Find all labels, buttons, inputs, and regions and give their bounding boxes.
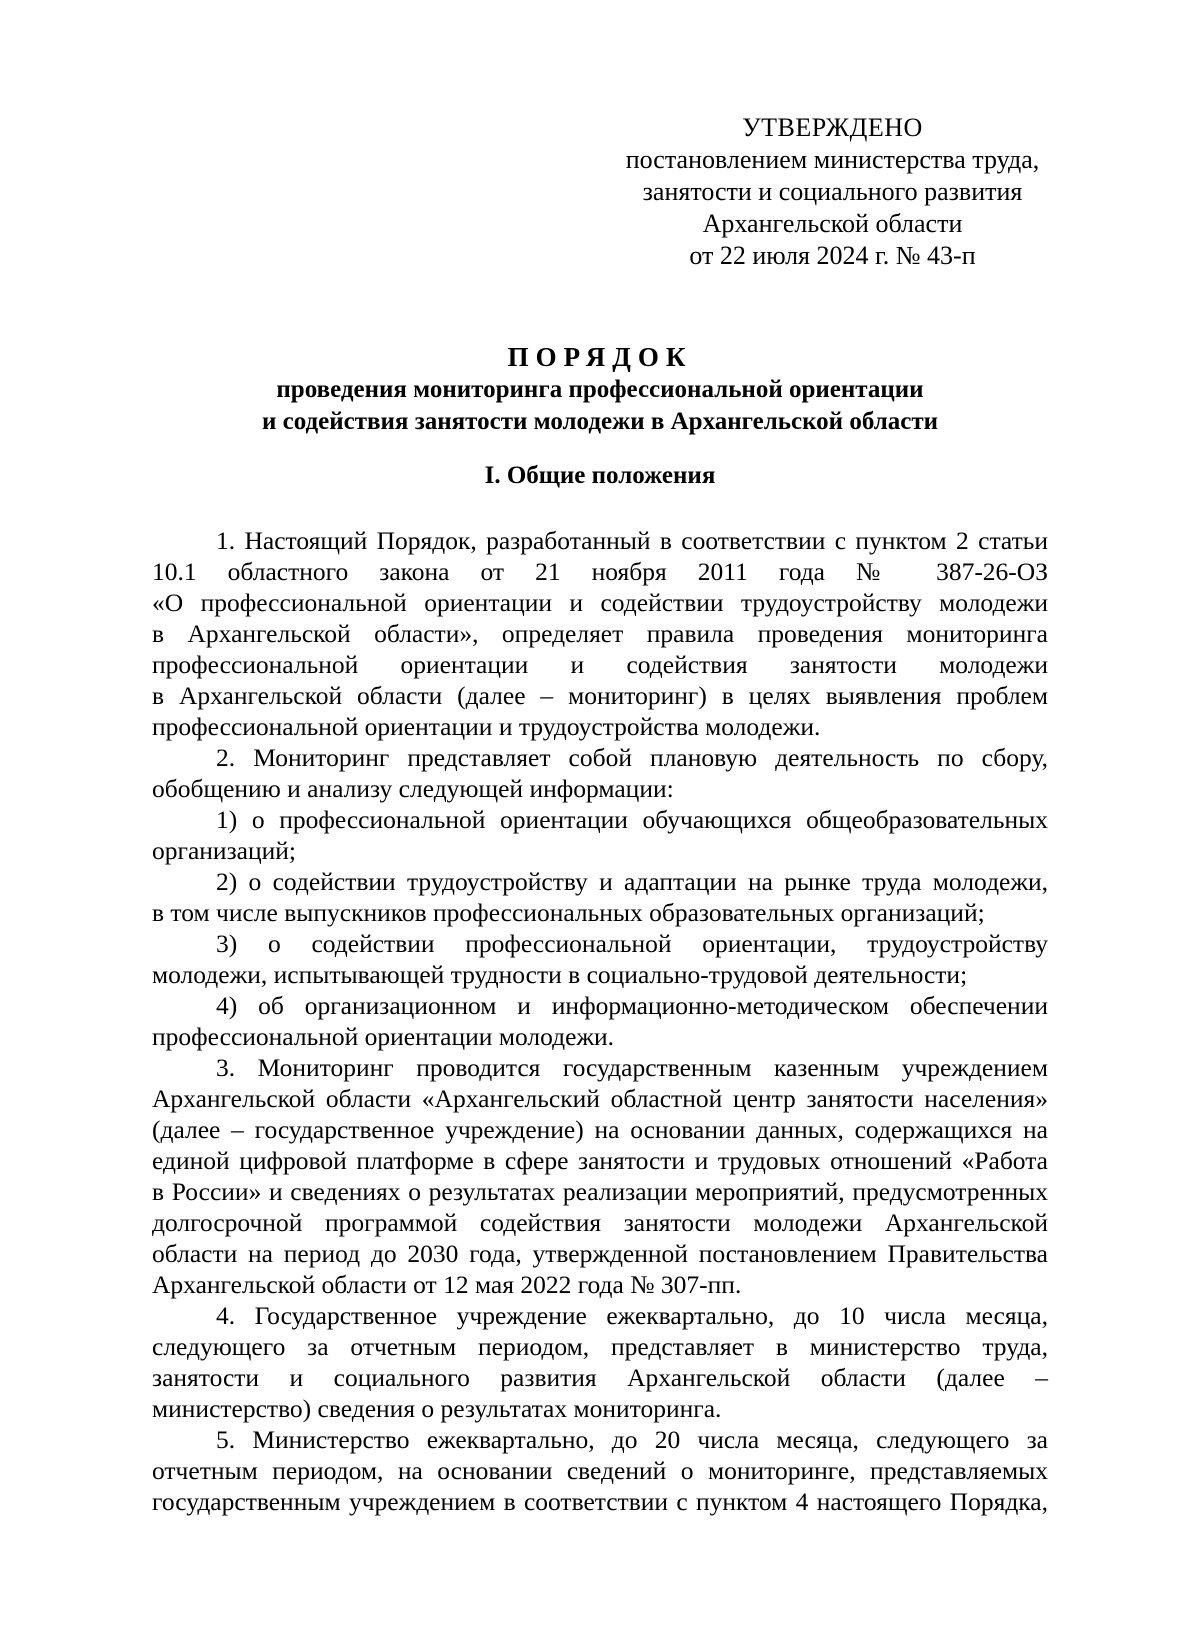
approval-line-1: постановлением министерства труда, [625,145,1040,174]
document-body [152,525,1048,1517]
text-line: молодежи, испытывающей трудности в социально-трудовой деятельности; [152,960,968,989]
text-line: обобщению и анализу следующей информации: [152,774,674,803]
text-line: долгосрочной программой содействия занятости молодежи Архангельской [152,1208,1048,1237]
text-line: государственным учреждением в соответствии с пунктом 4 настоящего Порядка, [152,1487,1048,1516]
text-line: министерство) сведения о результатах мониторинга. [152,1394,722,1423]
document-title-block [150,340,1050,438]
approval-line-2: занятости и социального развития [642,177,1023,206]
text-line: организаций; [152,836,296,865]
text-line: 5. Министерство ежеквартально, до 20 числа месяца, следующего за [216,1425,1048,1454]
text-line: (далее – государственное учреждение) на основании данных, содержащихся на [152,1115,1048,1144]
approval-date: от 22 июля 2024 г. № 43-п [689,241,976,270]
document-subtitle-line-2: и содействия занятости молодежи в Архангельской области [261,408,939,435]
text-line: отчетным периодом, на основании сведений о мониторинге, представляемых [152,1456,1048,1485]
text-line: в Архангельской области», определяет правила проведения мониторинга [152,619,1048,648]
text-line: 3. Мониторинг проводится государственным казенным учреждением [216,1053,1048,1082]
text-line: «О профессиональной ориентации и содействии трудоустройству молодежи [152,588,1048,617]
approval-stamp [610,112,1055,272]
text-line: Архангельской области от 12 мая 2022 года № 307-пп. [152,1270,742,1299]
approval-title: УТВЕРЖДЕНО [742,113,923,142]
text-line: профессиональной ориентации молодежи. [152,1022,615,1051]
text-line: 1) о профессиональной ориентации обучающихся общеобразовательных [216,805,1048,834]
approval-line-3: Архангельской области [702,209,963,238]
text-line: 4) об организационном и информационно-методическом обеспечении [216,991,1048,1020]
text-line: в России» и сведениях о результатах реализации мероприятий, предусмотренных [152,1177,1048,1206]
text-line: 2. Мониторинг представляет собой плановую деятельность по сбору, [216,743,1048,772]
text-line: Архангельской области «Архангельский областной центр занятости населения» [152,1084,1048,1113]
text-line: 10.1 областного закона от 21 ноября 2011 года № 387-26-ОЗ [152,557,1048,586]
text-line: 3) о содействии профессиональной ориентации, трудоустройству [216,929,1048,958]
text-line: профессиональной ориентации и содействия занятости молодежи [152,650,1048,679]
text-line: единой цифровой платформе в сфере занятости и трудовых отношений «Работа [152,1146,1048,1175]
section-heading: I. Общие положения [484,462,716,489]
text-line: в том числе выпускников профессиональных образовательных организаций; [152,898,985,927]
text-line: области на период до 2030 года, утвержденной постановлением Правительства [152,1239,1048,1268]
text-line: 2) о содействии трудоустройству и адаптации на рынке труда молодежи, [216,867,1048,896]
text-line: 4. Государственное учреждение ежеквартально, до 10 числа месяца, [216,1301,1048,1330]
document-subtitle-line-1: проведения мониторинга профессиональной ориентации [276,376,924,403]
text-line: 1. Настоящий Порядок, разработанный в соответствии с пунктом 2 статьи [216,526,1048,555]
text-line: профессиональной ориентации и трудоустройства молодежи. [152,712,821,741]
text-line: в Архангельской области (далее – мониторинг) в целях выявления проблем [152,681,1048,710]
text-line: следующего за отчетным периодом, представляет в министерство труда, [152,1332,1048,1361]
document-title: ПОРЯДОК [507,342,693,372]
text-line: занятости и социального развития Архангельской области (далее – [152,1363,1048,1392]
